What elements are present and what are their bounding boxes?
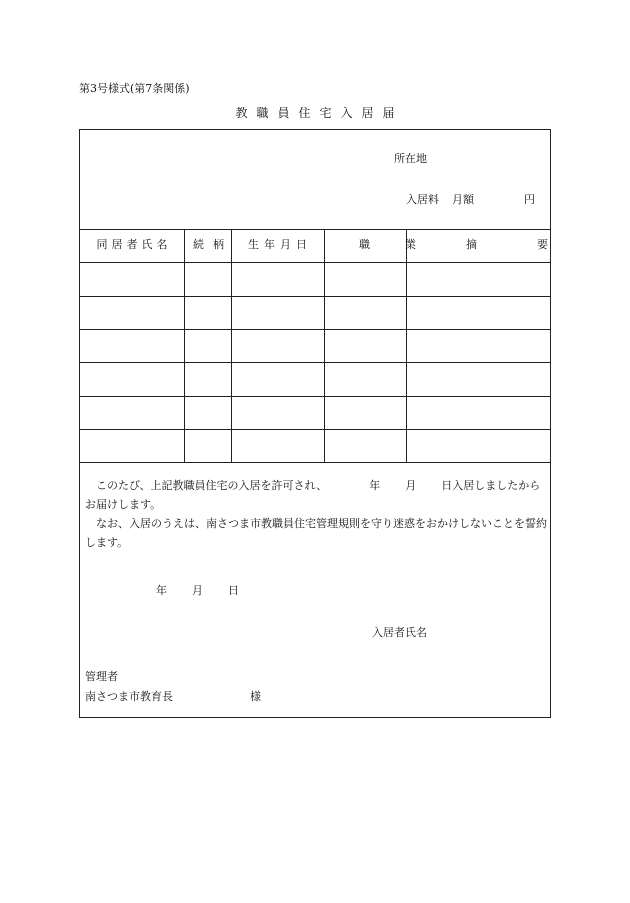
form-frame bbox=[79, 129, 608, 718]
form-title: 教職員住宅入居届 bbox=[235, 106, 404, 120]
yen-label: 円 bbox=[524, 193, 535, 206]
table-col-divider bbox=[184, 229, 185, 462]
resident-name-label: 入居者氏名 bbox=[372, 626, 427, 639]
table-col-divider bbox=[324, 229, 325, 462]
declaration-line-1b: 日入居しましたからお届けします。 bbox=[85, 479, 541, 511]
declaration-line-1a: このたび、上記教職員住宅の入居を許可され、 bbox=[96, 479, 328, 492]
column-header-cohabitant-name: 同居者氏名 bbox=[96, 238, 172, 251]
monthly-label: 月額 bbox=[452, 193, 474, 206]
table-col-divider bbox=[406, 229, 407, 462]
location-label: 所在地 bbox=[394, 152, 427, 165]
table-row-rule bbox=[80, 296, 550, 297]
table-row-rule bbox=[80, 362, 550, 363]
rent-label: 入居料 bbox=[406, 193, 439, 206]
honorific: 様 bbox=[250, 690, 261, 703]
date-month-label: 月 bbox=[192, 584, 203, 597]
date-day-label: 日 bbox=[228, 584, 239, 597]
table-row-rule bbox=[80, 396, 550, 397]
pledge-paragraph: なお、入居のうえは、南さつま市教職員住宅管理規則を守り迷惑をおかけしないことを誓約します。 bbox=[85, 517, 547, 549]
column-header-relationship: 続柄 bbox=[193, 238, 233, 251]
table-col-divider bbox=[231, 229, 232, 462]
table-bottom-rule bbox=[80, 462, 550, 463]
addressee: 南さつま市教育長 bbox=[85, 690, 173, 703]
column-header-birth-date: 生年月日 bbox=[248, 238, 312, 251]
declaration-text bbox=[85, 476, 547, 552]
table-row-rule bbox=[80, 429, 550, 430]
manager-label: 管理者 bbox=[85, 670, 118, 683]
form-number: 第3号様式(第7条関係) bbox=[79, 82, 190, 95]
column-header-remarks: 摘要 bbox=[466, 238, 608, 251]
date-year-label: 年 bbox=[156, 584, 167, 597]
declaration-paragraph bbox=[85, 476, 547, 514]
column-header-occupation: 職業 bbox=[359, 238, 451, 251]
table-row-rule bbox=[80, 329, 550, 330]
table-top-rule bbox=[80, 229, 550, 230]
header-bottom-rule bbox=[80, 262, 550, 263]
move-in-year-label: 年 bbox=[369, 479, 381, 492]
move-in-month-label: 月 bbox=[405, 479, 417, 492]
